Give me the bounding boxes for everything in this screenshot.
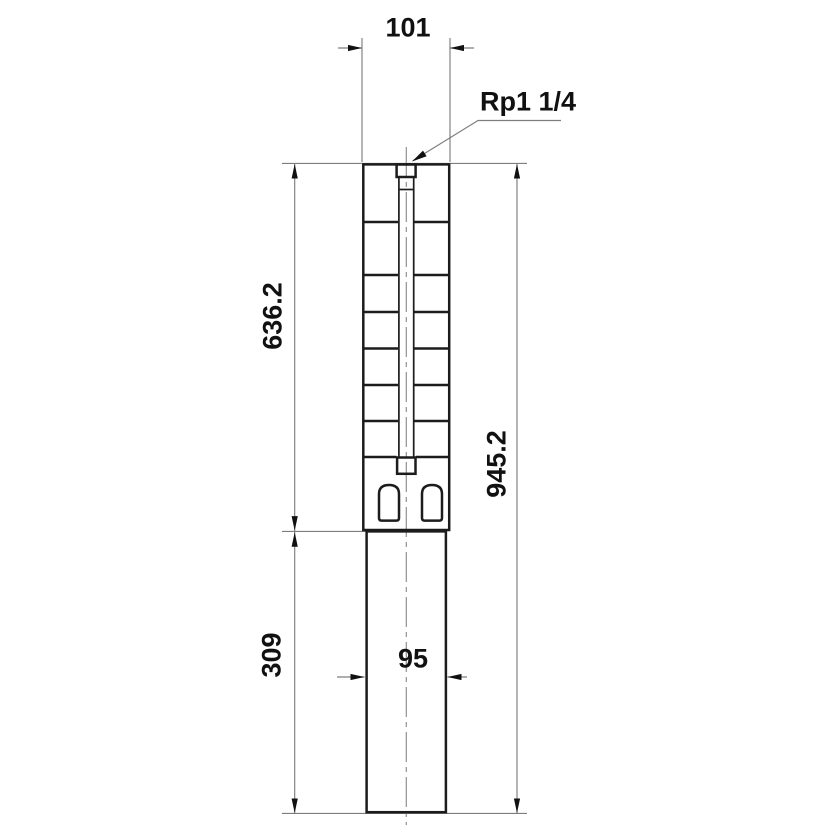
arrow-total-height-bottom (514, 799, 520, 814)
dim-upper-height-value: 636.2 (257, 282, 288, 350)
arrow-lower-height-top (292, 532, 298, 547)
arrow-lower-height-bottom (292, 799, 298, 814)
leader-line-connection (413, 121, 561, 161)
connection-thread-label: Rp1 1/4 (479, 86, 577, 117)
arrow-upper-height-bottom (292, 516, 298, 531)
arrow-total-height-top (514, 164, 520, 179)
arrow-top-width-left (348, 45, 362, 51)
arrow-lower-width-left (351, 674, 365, 680)
dim-lower-height-value: 309 (256, 632, 287, 678)
arrow-lower-width-right (448, 674, 462, 680)
dim-lower-width-value: 95 (397, 643, 429, 674)
inlet-slot-left (379, 485, 399, 521)
arrow-leader-connection (412, 151, 427, 162)
dim-total-height-value: 945.2 (481, 430, 512, 498)
dim-top-width-value: 101 (385, 12, 431, 43)
inlet-slot-right (422, 485, 442, 521)
arrow-upper-height-top (292, 164, 298, 179)
arrow-top-width-right (450, 45, 464, 51)
